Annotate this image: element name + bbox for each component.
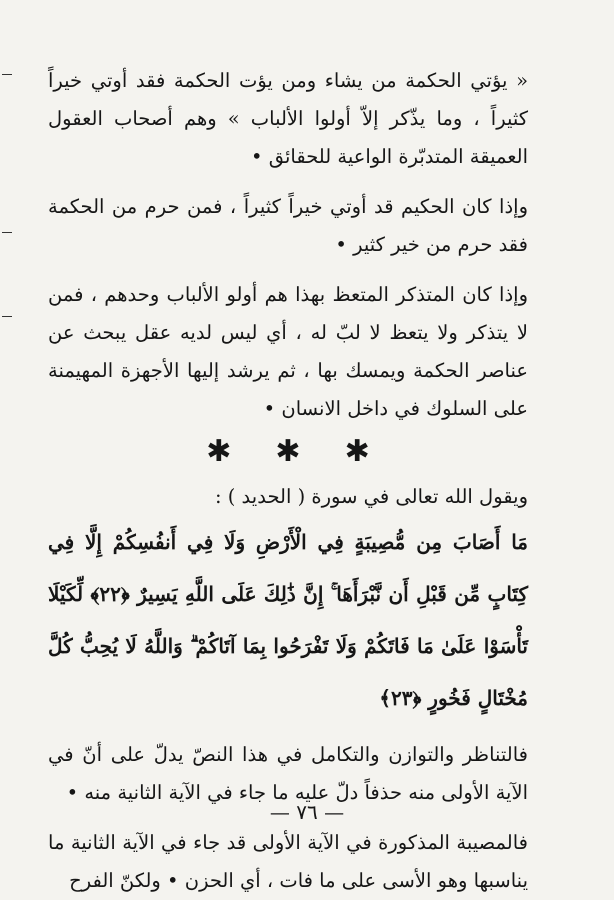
paragraph-2: وإذا كان الحكيم قد أوتي خيراً كثيراً ، فمن حرم من الحكمة فقد حرم من خير كثير • — [48, 195, 528, 256]
star-icon: ✱ — [344, 434, 370, 469]
paragraph-5: فالمصيبة المذكورة في الآية الأولى قد جاء في الآية الثانية ما يناسبها وهو الأسى على ما فات ، أي الحزن • ولكنّ الفرح — [48, 831, 528, 892]
quran-intro: ويقول الله تعالى في سورة ( الحديد ) : — [214, 485, 528, 508]
paragraph-1: « يؤتي الحكمة من يشاء ومن يؤت الحكمة فقد أوتي خيراً كثيراً ، وما يذّكر إلاّ أولوا الألباب » وهم أصحاب العقول العميقة المتدبّرة الواعية للحقائق • — [48, 69, 528, 168]
page-body — [48, 62, 528, 900]
margin-mark — [2, 316, 12, 317]
star-icon: ✱ — [275, 434, 301, 469]
star-icon: ✱ — [206, 434, 232, 469]
quran-verse: مَا أَصَابَ مِن مُّصِيبَةٍ فِي الْأَرْضِ وَلَا فِي أَنفُسِكُمْ إِلَّا فِي كِتَابٍ مِّن قَبْلِ أَن نَّبْرَأَهَا ۚ إِنَّ ذَٰلِكَ عَلَى اللَّهِ يَسِيرٌ ﴿٢٢﴾ لِّكَيْلَا تَأْسَوْا عَلَىٰ مَا فَاتَكُمْ وَلَا تَفْرَحُوا بِمَا آتَاكُمْ ۗ وَاللَّهُ لَا يُحِبُّ كُلَّ مُخْتَالٍ فَخُورٍ ﴿٢٣﴾ — [48, 530, 528, 710]
paragraph-4: فالتناظر والتوازن والتكامل في هذا النصّ يدلّ على أنّ في الآية الأولى منه حذفاً دلّ عليه ما جاء في الآية الثانية منه • — [48, 743, 528, 804]
page-number: — ٧٦ — — [269, 800, 345, 824]
margin-mark — [2, 232, 12, 233]
margin-mark — [2, 74, 12, 75]
section-separator — [48, 432, 528, 472]
paragraph-3: وإذا كان المتذكر المتعظ بهذا هم أولو الألباب وحدهم ، فمن لا يتذكر ولا يتعظ لا لبّ له ، أي ليس لديه عقل يبحث عن عناصر الحكمة ويمسك بها ، ثم يرشد إليها الأجهزة المهيمنة على السلوك في داخل الانسان • — [48, 283, 528, 420]
